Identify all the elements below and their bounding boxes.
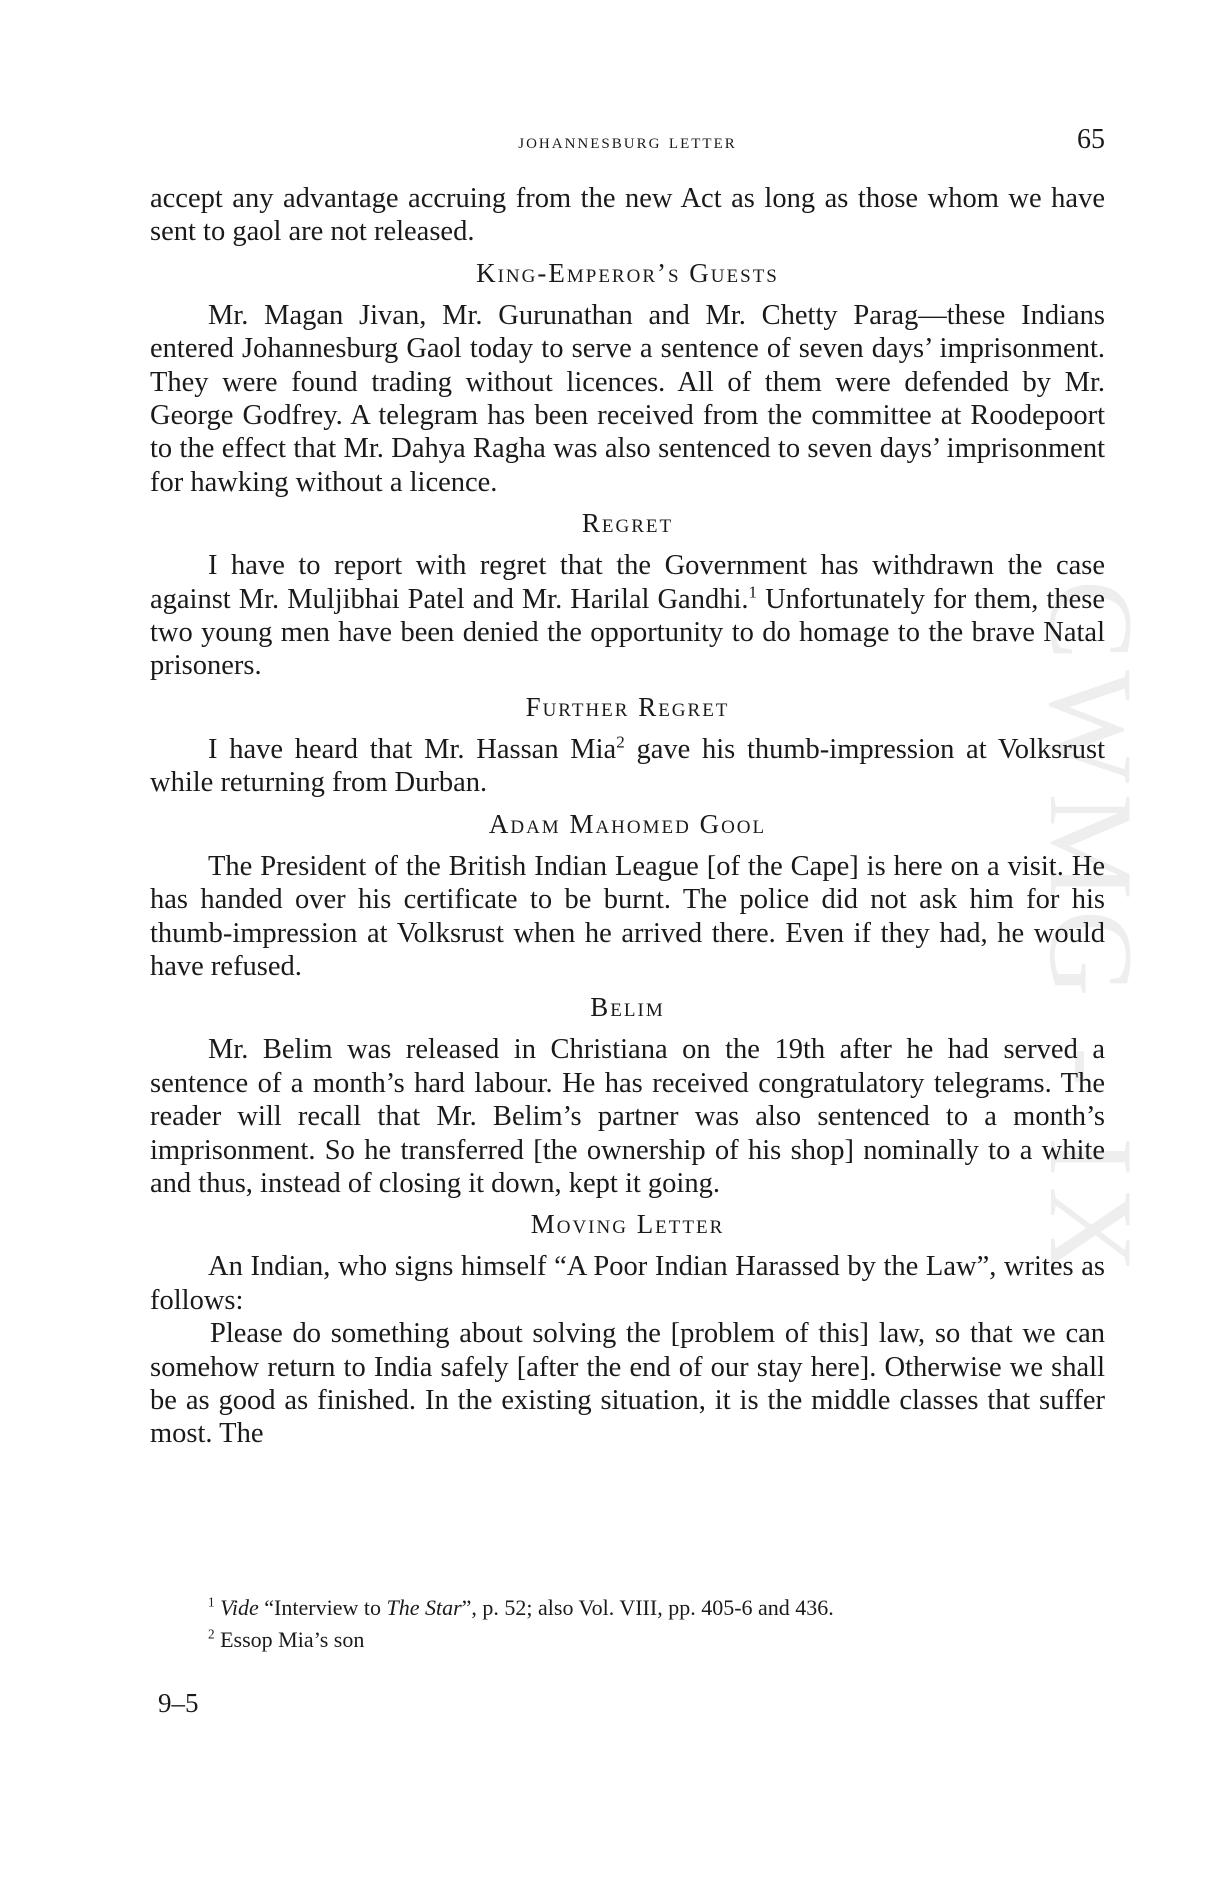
footnote-1-text-a: “Interview to bbox=[258, 1595, 387, 1620]
footnote-1-text-b: ”, p. 52; also Vol. VIII, pp. 405-6 and 436. bbox=[461, 1595, 834, 1620]
footnotes bbox=[208, 1592, 1088, 1656]
footnote-ref-1: 1 bbox=[748, 582, 758, 602]
paragraph-continuation: accept any advantage accruing from the new Act as long as those whom we have sent to gaol are not released. bbox=[150, 183, 1105, 248]
section-heading-regret: Regret bbox=[581, 508, 674, 539]
section-heading-further-regret: Further Regret bbox=[525, 691, 730, 722]
paragraph-belim: Mr. Belim was released in Christiana on the 19th after he had served a sentence of a month’s hard labour. He has received congratulatory telegrams. The reader will recall that Mr. Belim’s partner was also sentenced to a month’s imprisonment. So he transferred [the ownership of his shop] nominally to a white and thus, instead of closing it down, kept it going. bbox=[150, 1034, 1105, 1199]
watermark: CWMG - IX bbox=[1025, 580, 1158, 1284]
body-text bbox=[150, 182, 1105, 1451]
section-heading-king-emperors-guests: King-Emperor’s Guests bbox=[476, 257, 779, 288]
footnote-2 bbox=[208, 1624, 1088, 1656]
section-heading-moving-letter: Moving Letter bbox=[530, 1209, 725, 1240]
footnote-2-number: 2 bbox=[208, 1626, 215, 1642]
paragraph-further-regret bbox=[150, 733, 1105, 800]
regret-text-b: Unfortunately for them, these two young men have been denied the opportunity to do homage to the brave Natal prisoners. bbox=[150, 583, 1105, 682]
running-head bbox=[150, 124, 1105, 168]
further-regret-text-b: gave his thumb-impression at Volksrust while returning from Durban. bbox=[150, 733, 1105, 799]
footnote-2-text: Essop Mia’s son bbox=[214, 1627, 365, 1652]
footnote-1-star: The Star bbox=[386, 1595, 462, 1620]
paragraph-moving-letter: An Indian, who signs himself “A Poor Indian Harassed by the Law”, writes as follows: bbox=[150, 1251, 1105, 1316]
footnote-1 bbox=[208, 1592, 1088, 1624]
footnote-ref-2: 2 bbox=[616, 732, 625, 752]
block-quote: Please do something about solving the [problem of this] law, so that we can somehow return to India safely [after the end of our stay here]. Otherwise we shall be as good as finished. In the existing situation, it is the middle classes that suffer most. The bbox=[150, 1318, 1105, 1450]
footnote-1-number: 1 bbox=[208, 1594, 215, 1610]
paragraph-regret bbox=[150, 549, 1105, 683]
footnote-1-vide: Vide bbox=[220, 1595, 259, 1620]
section-heading-adam-mahomed-gool: Adam Mahomed Gool bbox=[488, 808, 767, 839]
section-heading-belim: Belim bbox=[590, 992, 665, 1023]
regret-text-a: I have to report with regret that the Government has withdrawn the case against Mr. Muljibhai Patel and Mr. Harilal Gandhi. bbox=[150, 550, 1105, 615]
signature-mark: 9–5 bbox=[158, 1688, 199, 1718]
running-title: johannesburg letter bbox=[518, 128, 737, 153]
paragraph-guests: Mr. Magan Jivan, Mr. Gurunathan and Mr. Chetty Parag—these Indians entered Johannesburg Gaol today to serve a sentence of seven days’ imprisonment. They were found trading without licences. All of them were defended by Mr. George Godfrey. A telegram has been received from the committee at Roodepoort to the effect that Mr. Dahya Ragha was also sentenced to seven days’ imprisonment for hawking without a licence. bbox=[150, 299, 1105, 498]
paragraph-gool: The President of the British Indian League [of the Cape] is here on a visit. He has handed over his certificate to be burnt. The police did not ask him for his thumb-impression at Volksrust when he arrived there. Even if they had, he would have refused. bbox=[150, 850, 1105, 982]
further-regret-text-a: I have heard that Mr. Hassan Mia bbox=[208, 733, 617, 765]
page-number: 65 bbox=[1077, 124, 1105, 155]
